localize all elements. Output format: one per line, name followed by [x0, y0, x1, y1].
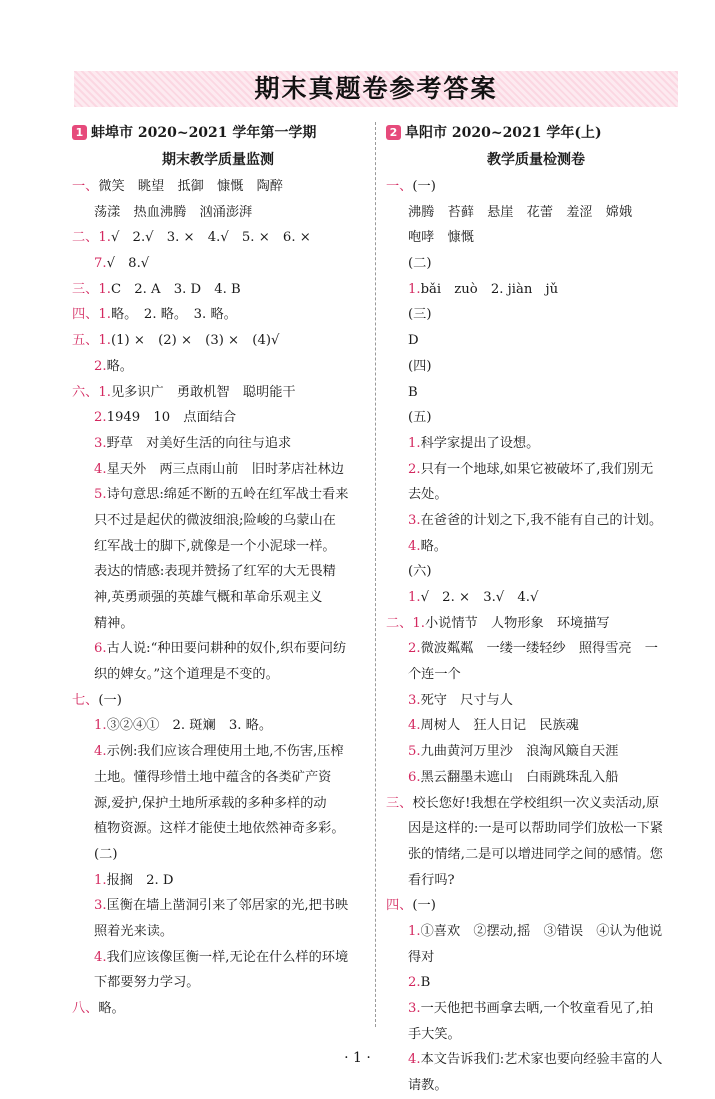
answer-text: (一) — [412, 898, 436, 914]
answer-text: D — [408, 333, 419, 349]
answer-text: 报搁 2. D — [106, 872, 174, 888]
answer-text: 周树人 狂人日记 民族魂 — [420, 718, 579, 734]
answer-text: 黑云翻墨未遮山 白雨跳珠乱入船 — [420, 769, 619, 785]
answer-text: 看行吗? — [408, 872, 455, 888]
answer-line — [72, 791, 364, 817]
answer-line — [386, 457, 686, 483]
question-number: 3. — [408, 692, 421, 708]
answer-text: √ 8.√ — [106, 256, 150, 272]
answer-text: B — [420, 975, 431, 991]
answer-text: 略。 — [98, 1001, 125, 1016]
answer-line — [386, 431, 686, 457]
answer-text: ①喜欢 ②摆动,摇 ③错误 ④认为他说 — [420, 923, 663, 939]
title-banner — [74, 71, 678, 107]
answer-text: 手大笑。 — [408, 1026, 461, 1042]
answer-text: 只不过是起伏的微波细浪;险峻的乌蒙山在 — [94, 512, 336, 528]
answer-text: 略。 — [420, 538, 447, 554]
answer-text: 我们应该像匡衡一样,无论在什么样的环境 — [106, 949, 349, 965]
right-subheading: 教学质量检测卷 — [487, 152, 585, 168]
answer-line — [72, 380, 364, 406]
answer-text: (五) — [408, 410, 432, 426]
answer-line — [386, 585, 686, 611]
answer-text: 咆哮 慷慨 — [408, 230, 474, 246]
answer-text: 织的婢女。”这个道理是不变的。 — [94, 667, 279, 683]
answer-line — [72, 765, 364, 791]
answer-text: C 2. A 3. D 4. B — [110, 281, 241, 297]
answer-line — [386, 945, 686, 971]
answer-line — [72, 739, 364, 765]
question-number: 七、 — [72, 692, 99, 708]
question-number: 4. — [408, 718, 421, 734]
answer-line — [386, 1073, 686, 1099]
question-number: 4. — [94, 461, 107, 477]
answer-line — [72, 251, 364, 277]
question-number: 1. — [94, 872, 107, 888]
answer-line — [72, 868, 364, 894]
answer-line — [72, 585, 364, 611]
answer-line — [386, 1022, 686, 1048]
column-divider — [375, 122, 376, 1027]
answer-line — [386, 225, 686, 251]
question-number: 6. — [408, 769, 421, 785]
answer-text: 校长您好!我想在学校组织一次义卖活动,原 — [412, 795, 660, 811]
answer-text: 微波粼粼 一缕一缕轻纱 照得雪亮 一 — [420, 641, 658, 657]
section-number-badge: 2 — [386, 125, 401, 140]
answer-text: 神,英勇顽强的英雄气概和革命乐观主义 — [94, 590, 323, 605]
answer-line — [72, 482, 364, 508]
question-number: 3. — [408, 512, 421, 528]
answer-line — [386, 200, 686, 226]
question-number: 2. — [94, 410, 107, 426]
answer-line — [72, 302, 364, 328]
answer-text: 得对 — [408, 949, 435, 965]
left-column — [72, 120, 364, 1022]
answer-text: 个连一个 — [408, 667, 461, 683]
answer-line — [72, 559, 364, 585]
answer-line — [386, 559, 686, 585]
answer-line — [386, 636, 686, 662]
question-number: 5. — [94, 487, 107, 503]
question-number: 1. — [408, 590, 421, 605]
question-number: 六、1. — [72, 384, 111, 400]
answer-line — [386, 970, 686, 996]
answer-line — [386, 302, 686, 328]
question-number: 7. — [94, 256, 107, 272]
answer-text: B — [408, 384, 418, 400]
answer-line — [386, 380, 686, 406]
answer-text: (1) × (2) × (3) × (4)√ — [110, 333, 280, 349]
question-number: 三、1. — [72, 281, 111, 297]
section-number-badge: 1 — [72, 125, 87, 140]
answer-text: 星天外 两三点雨山前 旧时茅店社林边 — [106, 461, 344, 477]
answer-line — [386, 816, 686, 842]
answer-text: 死守 尺寸与人 — [420, 692, 513, 708]
answer-text: 表达的情感:表现并赞扬了红军的大无畏精 — [94, 564, 336, 580]
answer-text: 植物资源。这样才能使土地依然神奇多彩。 — [94, 821, 345, 837]
answer-line — [386, 277, 686, 303]
answer-text: 沸腾 苔藓 悬崖 花蕾 羞涩 嫦娥 — [408, 204, 633, 220]
answer-text: 诗句意思:绵延不断的五岭在红军战士看来 — [106, 487, 349, 503]
answer-line — [72, 970, 364, 996]
answer-line — [386, 713, 686, 739]
answer-text: 匡衡在墙上凿洞引来了邻居家的光,把书映 — [106, 898, 349, 914]
question-number: 4. — [94, 949, 107, 965]
question-number: 1. — [94, 718, 107, 734]
answer-line — [72, 534, 364, 560]
left-section-heading — [72, 120, 364, 147]
answer-text: (一) — [98, 692, 122, 708]
question-number: 6. — [94, 641, 107, 657]
question-number: 2. — [408, 461, 421, 477]
answer-text: (二) — [94, 846, 118, 862]
question-number: 2. — [408, 641, 421, 657]
answer-line — [72, 688, 364, 714]
answer-text: 在爸爸的计划之下,我不能有自己的计划。 — [420, 512, 663, 528]
answer-text: (六) — [408, 564, 432, 580]
answer-text: (四) — [408, 358, 432, 374]
answer-line — [72, 328, 364, 354]
answer-line — [72, 945, 364, 971]
left-answer-list — [72, 174, 364, 1022]
answer-text: 只有一个地球,如果它被破坏了,我们别无 — [420, 461, 654, 477]
answer-line — [72, 636, 364, 662]
question-number: 一、 — [72, 179, 99, 194]
answer-line — [386, 688, 686, 714]
question-number: 一、 — [386, 179, 413, 194]
question-number: 3. — [94, 898, 107, 914]
answer-line — [386, 508, 686, 534]
answer-text: 土地。懂得珍惜土地中蕴含的各类矿产资 — [94, 769, 332, 785]
left-heading-text: 蚌埠市 2020~2021 学年第一学期 — [91, 125, 317, 141]
answer-line — [72, 893, 364, 919]
question-number: 1. — [408, 435, 421, 451]
answer-text: 古人说:“种田要问耕种的奴仆,织布要问纺 — [106, 641, 347, 657]
question-number: 四、 — [386, 898, 413, 914]
right-heading-text: 阜阳市 2020~2021 学年(上) — [405, 125, 602, 141]
question-number: 八、 — [72, 1001, 99, 1016]
answer-line — [386, 328, 686, 354]
question-number: 4. — [408, 538, 421, 554]
answer-line — [386, 893, 686, 919]
answer-text: 见多识广 勇敢机智 聪明能干 — [110, 384, 296, 400]
answer-text: 略。 — [106, 358, 133, 374]
answer-text: 精神。 — [94, 615, 134, 631]
answer-text: √ 2.√ 3. × 4.√ 5. × 6. × — [110, 230, 311, 246]
answer-text: 荡漾 热血沸腾 汹涌澎湃 — [94, 204, 253, 220]
answer-text: 本文告诉我们:艺术家也要向经验丰富的人 — [420, 1052, 663, 1068]
question-number: 二、1. — [72, 230, 111, 246]
answer-text: 红军战士的脚下,就像是一个小泥球一样。 — [94, 538, 336, 554]
page-title: 期末真题卷参考答案 — [254, 74, 498, 103]
question-number: 1. — [408, 281, 421, 297]
answer-text: bǎi zuò 2. jiàn jǔ — [420, 281, 559, 297]
answer-line — [386, 919, 686, 945]
question-number: 五、1. — [72, 333, 111, 349]
answer-text: 因是这样的:一是可以帮助同学们放松一下紧 — [408, 821, 664, 837]
answer-text: 一天他把书画拿去晒,一个牧童看见了,拍 — [420, 1001, 654, 1016]
question-number: 4. — [94, 744, 107, 760]
question-number: 2. — [408, 975, 421, 991]
answer-line — [386, 174, 686, 200]
answer-text: √ 2. × 3.√ 4.√ — [420, 590, 539, 605]
answer-line — [386, 868, 686, 894]
question-number: 3. — [408, 1001, 421, 1016]
answer-line — [386, 996, 686, 1022]
question-number: 4. — [408, 1052, 421, 1068]
question-number: 5. — [408, 744, 421, 760]
answer-line — [386, 739, 686, 765]
left-subheading: 期末教学质量监测 — [162, 152, 274, 168]
question-number: 3. — [94, 435, 107, 451]
answer-text: (三) — [408, 307, 432, 323]
answer-line — [386, 842, 686, 868]
answer-line — [386, 405, 686, 431]
answer-text: 科学家提出了设想。 — [420, 435, 540, 451]
answer-text: 野草 对美好生活的向往与追求 — [106, 435, 292, 451]
answer-line — [72, 919, 364, 945]
answer-line — [72, 996, 364, 1022]
answer-line — [72, 431, 364, 457]
answer-text: ③②④① 2. 斑斓 3. 略。 — [106, 718, 273, 734]
answer-line — [72, 713, 364, 739]
question-number: 二、1. — [386, 615, 425, 631]
answer-line — [72, 405, 364, 431]
answer-line — [386, 354, 686, 380]
answer-line — [72, 842, 364, 868]
answer-line — [386, 534, 686, 560]
answer-line — [386, 611, 686, 637]
answer-text: 张的情绪,二是可以增进同学之间的感情。您 — [408, 846, 663, 862]
answer-line — [386, 791, 686, 817]
answer-text: 下都要努力学习。 — [94, 975, 200, 991]
answer-text: 小说情节 人物形象 环境描写 — [424, 615, 610, 631]
question-number: 1. — [408, 923, 421, 939]
answer-text: 九曲黄河万里沙 浪淘风簸自天涯 — [420, 744, 619, 760]
answer-line — [72, 457, 364, 483]
answer-text: 照着光来读。 — [94, 923, 174, 939]
answer-line — [386, 251, 686, 277]
question-number: 四、1. — [72, 307, 111, 323]
answer-line — [72, 508, 364, 534]
answer-line — [72, 200, 364, 226]
answer-line — [72, 816, 364, 842]
answer-text: (二) — [408, 256, 432, 272]
answer-line — [386, 765, 686, 791]
answer-line — [72, 662, 364, 688]
answer-line — [72, 354, 364, 380]
answer-text: 微笑 眺望 抵御 慷慨 陶醉 — [98, 179, 283, 194]
right-answer-list — [386, 174, 686, 1099]
question-number: 三、 — [386, 795, 413, 811]
right-section-heading — [386, 120, 686, 147]
answer-line — [72, 225, 364, 251]
answer-line — [386, 662, 686, 688]
answer-text: 示例:我们应该合理使用土地,不伤害,压榨 — [106, 744, 344, 760]
answer-line — [72, 174, 364, 200]
page-number: · 1 · — [344, 1050, 371, 1066]
answer-text: 源,爱护,保护土地所承载的多种多样的动 — [94, 795, 327, 811]
answer-line — [386, 482, 686, 508]
answer-text: 略。 2. 略。 3. 略。 — [110, 307, 237, 323]
answer-text: 去处。 — [408, 487, 448, 503]
answer-line — [72, 277, 364, 303]
answer-text: (一) — [412, 179, 436, 194]
answer-line — [72, 611, 364, 637]
answer-text: 请教。 — [408, 1078, 448, 1094]
right-column — [386, 120, 686, 1099]
answer-text: 1949 10 点面结合 — [106, 410, 237, 426]
question-number: 2. — [94, 358, 107, 374]
